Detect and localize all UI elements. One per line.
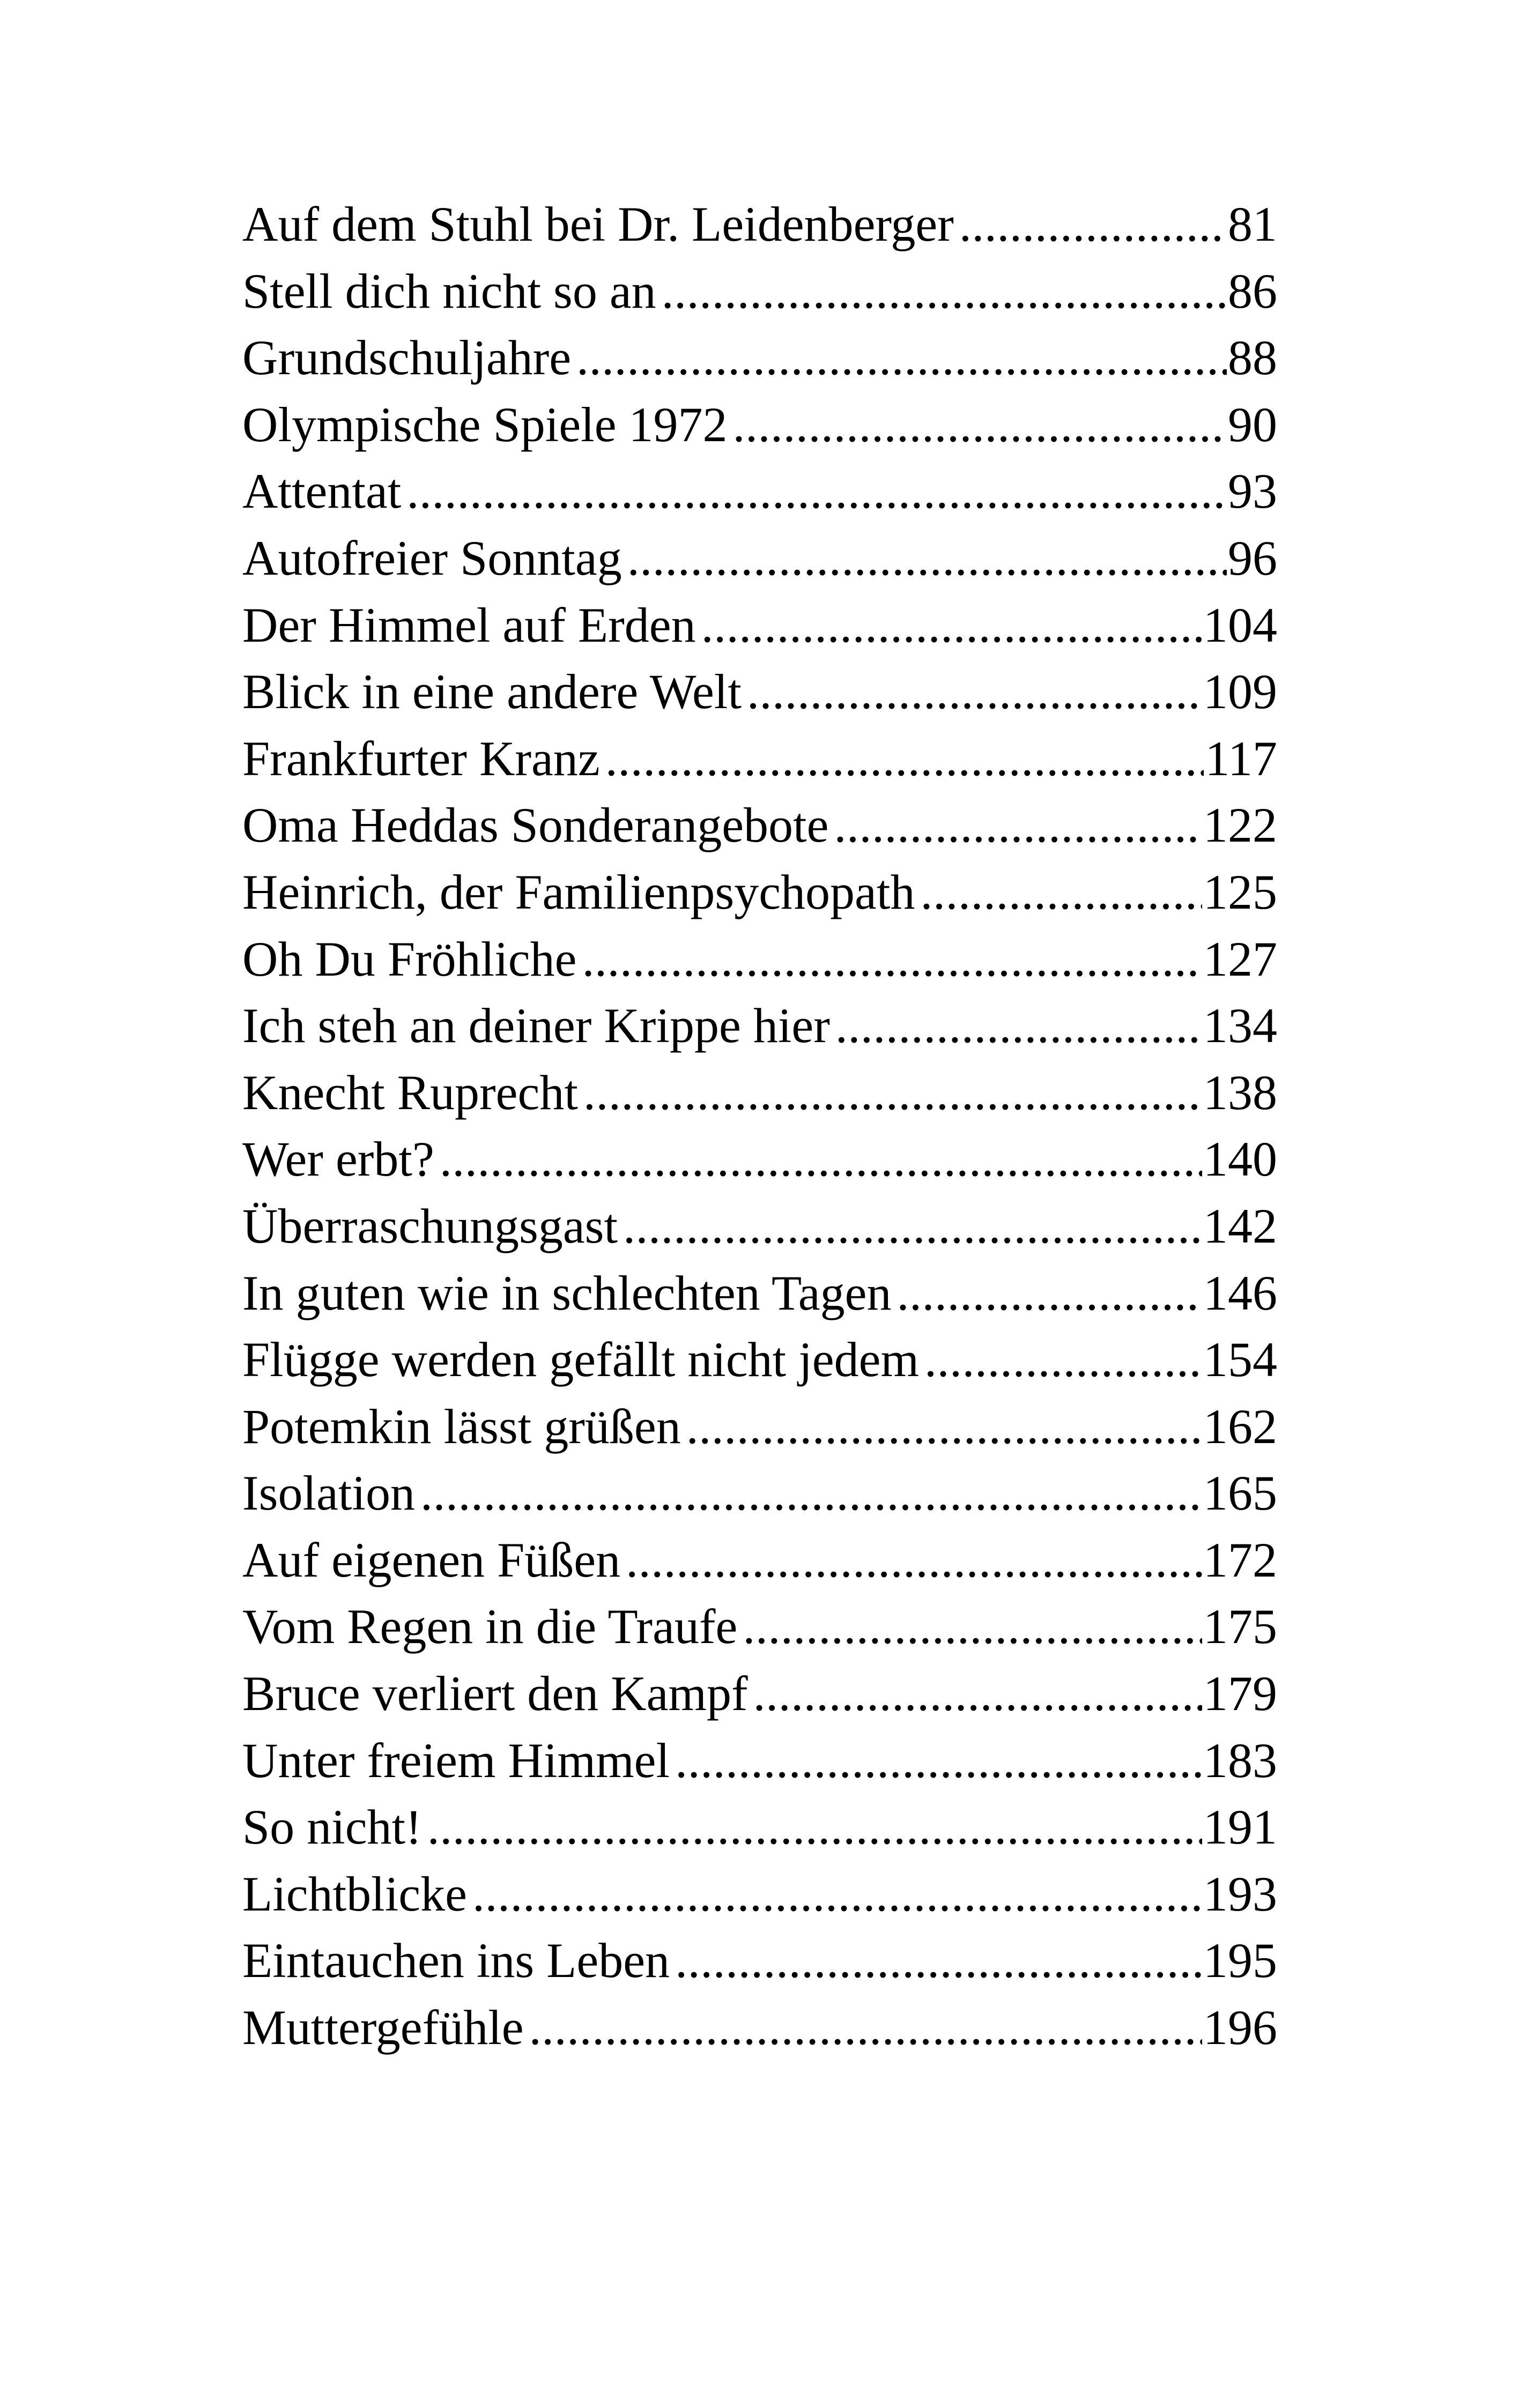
toc-entry-title: Vom Regen in die Traufe (242, 1599, 738, 1654)
toc-entry-page: 125 (1203, 864, 1277, 919)
toc-dot-leader (733, 396, 1227, 453)
toc-entry (242, 1398, 1277, 1465)
toc-entry (242, 1798, 1277, 1866)
toc-entry-page: 195 (1203, 1933, 1277, 1988)
toc-entry-page: 127 (1203, 931, 1277, 986)
toc-entry-title: Ich steh an deiner Krippe hier (242, 998, 830, 1053)
toc-entry-page: 117 (1205, 731, 1277, 786)
toc-dot-leader (835, 997, 1202, 1054)
toc-entry-page: 88 (1228, 330, 1277, 385)
toc-entry-title: Heinrich, der Familienpsychopath (242, 864, 915, 919)
toc-dot-leader (959, 196, 1227, 252)
toc-entry-title: Autofreier Sonntag (242, 530, 622, 585)
toc-dot-leader (662, 263, 1227, 319)
toc-dot-leader (406, 463, 1227, 519)
toc-dot-leader (440, 1131, 1202, 1187)
toc-entry (242, 931, 1277, 998)
toc-dot-leader (834, 797, 1202, 853)
toc-entry-page: 138 (1203, 1065, 1277, 1120)
toc-dot-leader (753, 1665, 1202, 1722)
toc-entry-page: 175 (1203, 1599, 1277, 1654)
toc-entry-title: Oh Du Fröhliche (242, 931, 577, 986)
toc-entry-title: Knecht Ruprecht (242, 1065, 578, 1120)
toc-entry-page: 93 (1228, 464, 1277, 519)
toc-entry-page: 172 (1203, 1532, 1277, 1587)
toc-entry-title: Überraschungsgast (242, 1198, 618, 1253)
toc-entry (242, 797, 1277, 864)
toc-entry-title: Blick in eine andere Welt (242, 664, 742, 719)
toc-entry-page: 183 (1203, 1733, 1277, 1788)
toc-entry-page: 90 (1228, 397, 1277, 452)
toc-entry (242, 1732, 1277, 1799)
toc-dot-leader (743, 1598, 1202, 1655)
toc-entry-title: Eintauchen ins Leben (242, 1933, 670, 1988)
toc-entry-page: 196 (1203, 2000, 1277, 2055)
toc-entry (242, 1131, 1277, 1198)
toc-entry (242, 530, 1277, 597)
toc-dot-leader (626, 1532, 1202, 1588)
toc-dot-leader (583, 1064, 1202, 1121)
toc-dot-leader (427, 1798, 1202, 1855)
toc-entry (242, 263, 1277, 330)
toc-entry-page: 146 (1203, 1265, 1277, 1320)
toc-entry-title: Lichtblicke (242, 1866, 467, 1921)
toc-dot-leader (529, 1999, 1202, 2056)
toc-entry (242, 463, 1277, 530)
toc-entry-page: 193 (1203, 1866, 1277, 1921)
toc-entry (242, 1198, 1277, 1265)
toc-entry-page: 122 (1203, 798, 1277, 853)
toc-dot-leader (675, 1732, 1202, 1789)
toc-dot-leader (924, 1331, 1202, 1388)
toc-entry-page: 96 (1228, 530, 1277, 585)
toc-entry-page: 154 (1203, 1332, 1277, 1387)
toc-entry-page: 142 (1203, 1198, 1277, 1253)
toc-entry-title: Stell dich nicht so an (242, 263, 656, 318)
toc-dot-leader (623, 1198, 1202, 1254)
toc-entry (242, 1932, 1277, 1999)
toc-entry (242, 196, 1277, 263)
toc-entry-page: 81 (1228, 197, 1277, 251)
toc-dot-leader (582, 931, 1202, 987)
toc-entry-page: 109 (1203, 664, 1277, 719)
toc-dot-leader (576, 329, 1227, 386)
toc-entry-title: So nicht! (242, 1800, 422, 1855)
toc-entry-page: 162 (1203, 1399, 1277, 1454)
toc-entry-title: Grundschuljahre (242, 330, 572, 385)
toc-dot-leader (896, 1265, 1202, 1321)
toc-entry (242, 1598, 1277, 1665)
toc-dot-leader (675, 1932, 1202, 1989)
toc-entry-title: Unter freiem Himmel (242, 1733, 670, 1788)
toc-dot-leader (420, 1465, 1202, 1521)
table-of-contents (242, 196, 1277, 2066)
toc-entry-page: 86 (1228, 263, 1277, 318)
toc-entry-title: Der Himmel auf Erden (242, 597, 696, 652)
toc-dot-leader (605, 730, 1204, 787)
toc-entry (242, 730, 1277, 797)
toc-entry-page: 104 (1203, 597, 1277, 652)
toc-dot-leader (920, 864, 1202, 920)
toc-entry-title: Bruce verliert den Kampf (242, 1666, 748, 1721)
toc-entry-title: Oma Heddas Sonderangebote (242, 798, 829, 853)
toc-entry-page: 140 (1203, 1132, 1277, 1187)
toc-entry-title: Attentat (242, 464, 402, 519)
toc-entry (242, 1665, 1277, 1732)
toc-entry-title: Wer erbt? (242, 1132, 434, 1187)
toc-entry-title: Auf dem Stuhl bei Dr. Leidenberger (242, 197, 954, 251)
toc-entry-title: Muttergefühle (242, 2000, 524, 2055)
toc-entry-page: 165 (1203, 1466, 1277, 1521)
toc-entry-title: Flügge werden gefällt nicht jedem (242, 1332, 920, 1387)
toc-dot-leader (627, 530, 1227, 586)
toc-entry-title: Olympische Spiele 1972 (242, 397, 728, 452)
toc-entry (242, 1532, 1277, 1599)
toc-dot-leader (472, 1866, 1202, 1922)
toc-entry (242, 1064, 1277, 1131)
toc-entry (242, 663, 1277, 730)
toc-entry (242, 997, 1277, 1064)
toc-entry-title: Frankfurter Kranz (242, 731, 600, 786)
toc-entry-title: Isolation (242, 1466, 415, 1521)
toc-entry-page: 134 (1203, 998, 1277, 1053)
toc-entry (242, 597, 1277, 664)
toc-entry-title: Potemkin lässt grüßen (242, 1399, 681, 1454)
toc-entry (242, 1265, 1277, 1332)
toc-entry-title: In guten wie in schlechten Tagen (242, 1265, 892, 1320)
toc-entry (242, 329, 1277, 396)
toc-entry (242, 1465, 1277, 1532)
toc-entry (242, 1331, 1277, 1398)
toc-entry-title: Auf eigenen Füßen (242, 1532, 621, 1587)
toc-entry (242, 396, 1277, 463)
toc-entry (242, 1999, 1277, 2066)
toc-entry (242, 864, 1277, 931)
toc-entry (242, 1866, 1277, 1933)
toc-entry-page: 179 (1203, 1666, 1277, 1721)
toc-entry-page: 191 (1203, 1800, 1277, 1855)
toc-dot-leader (747, 663, 1202, 720)
toc-dot-leader (686, 1398, 1202, 1455)
toc-dot-leader (701, 597, 1202, 653)
